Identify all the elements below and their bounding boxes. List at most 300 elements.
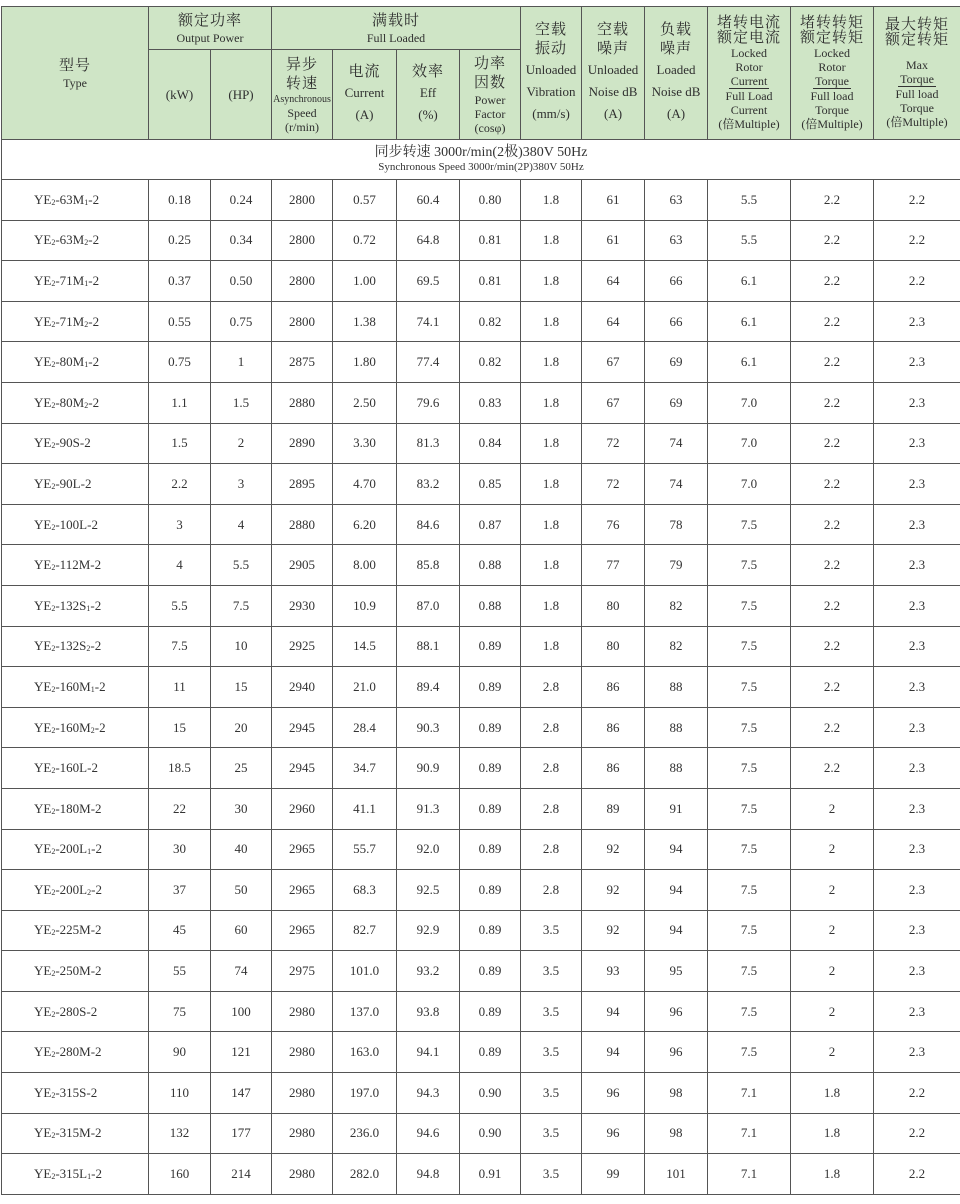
current-header: 电流 Current (A) bbox=[333, 50, 397, 140]
model-sub2: 2 bbox=[84, 401, 88, 410]
vib-cell: 1.8 bbox=[521, 464, 582, 505]
un-cell: 86 bbox=[582, 667, 645, 708]
speed-cell: 2980 bbox=[272, 1032, 333, 1073]
model-sub: 2 bbox=[51, 238, 55, 247]
vib-cell: 3.5 bbox=[521, 1032, 582, 1073]
mt-cell: 2.3 bbox=[874, 626, 960, 667]
vib-cell: 3.5 bbox=[521, 991, 582, 1032]
un-cell: 92 bbox=[582, 829, 645, 870]
model-cell bbox=[2, 870, 149, 911]
model-cell bbox=[2, 261, 149, 302]
model-sub: 2 bbox=[51, 969, 55, 978]
pf-cell: 0.81 bbox=[460, 220, 521, 261]
lrc-cell: 7.5 bbox=[708, 585, 791, 626]
lrc-cell: 7.5 bbox=[708, 829, 791, 870]
table-row bbox=[2, 423, 960, 464]
vib-cell: 1.8 bbox=[521, 301, 582, 342]
model-pre: YE bbox=[34, 882, 51, 897]
table-row bbox=[2, 1154, 960, 1195]
vib-cell: 1.8 bbox=[521, 220, 582, 261]
pf-cell: 0.83 bbox=[460, 382, 521, 423]
table-row bbox=[2, 342, 960, 383]
model-mid: -280S-2 bbox=[55, 1004, 97, 1019]
mt-cell: 2.3 bbox=[874, 667, 960, 708]
pf-cell: 0.84 bbox=[460, 423, 521, 464]
model-sub2: 2 bbox=[86, 644, 90, 653]
lrt-cell: 1.8 bbox=[791, 1073, 874, 1114]
ld-cell: 91 bbox=[645, 788, 708, 829]
full-loaded-header: 满载时 Full Loaded bbox=[272, 7, 521, 50]
pf-cell: 0.82 bbox=[460, 301, 521, 342]
lrt-cell: 2.2 bbox=[791, 423, 874, 464]
vib-cell: 2.8 bbox=[521, 748, 582, 789]
current-cell: 8.00 bbox=[333, 545, 397, 586]
mt-cell: 2.3 bbox=[874, 585, 960, 626]
eff-cell: 92.9 bbox=[397, 910, 460, 951]
lrc-cell: 7.5 bbox=[708, 545, 791, 586]
pf-cell: 0.87 bbox=[460, 504, 521, 545]
pf-cell: 0.89 bbox=[460, 829, 521, 870]
lrc-cell: 7.0 bbox=[708, 423, 791, 464]
lrt-cell: 2.2 bbox=[791, 301, 874, 342]
kw-cell: 45 bbox=[149, 910, 211, 951]
ld-cell: 101 bbox=[645, 1154, 708, 1195]
pf-cell: 0.90 bbox=[460, 1113, 521, 1154]
model-mid: -132S bbox=[55, 598, 86, 613]
section-row bbox=[2, 140, 960, 180]
current-cell: 137.0 bbox=[333, 991, 397, 1032]
model-sub2: 2 bbox=[84, 320, 88, 329]
speed-cell: 2965 bbox=[272, 829, 333, 870]
pf-cell: 0.89 bbox=[460, 748, 521, 789]
lrc-cell: 7.5 bbox=[708, 707, 791, 748]
model-pre: YE bbox=[34, 598, 51, 613]
lrc-cell: 7.1 bbox=[708, 1154, 791, 1195]
lrc-cell: 7.5 bbox=[708, 991, 791, 1032]
model-pre: YE bbox=[34, 1085, 51, 1100]
pf-cell: 0.88 bbox=[460, 545, 521, 586]
un-cell: 86 bbox=[582, 707, 645, 748]
hp-cell: 60 bbox=[211, 910, 272, 951]
table-header bbox=[2, 7, 960, 140]
vib-cell: 1.8 bbox=[521, 180, 582, 221]
lrc-cell: 7.0 bbox=[708, 464, 791, 505]
model-cell bbox=[2, 585, 149, 626]
locked-rotor-current-header: 堵转电流 额定电流 Locked Rotor Current Full Load Current (倍Multiple) bbox=[708, 7, 791, 140]
table-row bbox=[2, 180, 960, 221]
table-row bbox=[2, 1073, 960, 1114]
model-cell bbox=[2, 1154, 149, 1195]
model-pre: YE bbox=[34, 314, 51, 329]
mt-cell: 2.3 bbox=[874, 1032, 960, 1073]
kw-header: (kW) bbox=[149, 50, 211, 140]
eff-cell: 83.2 bbox=[397, 464, 460, 505]
hp-header: (HP) bbox=[211, 50, 272, 140]
model-sub: 2 bbox=[51, 1050, 55, 1059]
mt-cell: 2.3 bbox=[874, 464, 960, 505]
hp-cell: 5.5 bbox=[211, 545, 272, 586]
mt-cell: 2.3 bbox=[874, 829, 960, 870]
model-sub: 2 bbox=[51, 766, 55, 775]
ld-cell: 74 bbox=[645, 423, 708, 464]
lrt-cell: 2.2 bbox=[791, 626, 874, 667]
mt-cell: 2.2 bbox=[874, 1073, 960, 1114]
model-sub: 2 bbox=[51, 482, 55, 491]
model-cell bbox=[2, 991, 149, 1032]
ld-cell: 69 bbox=[645, 382, 708, 423]
model-sub2: 1 bbox=[84, 360, 88, 369]
model-sub2: 1 bbox=[84, 279, 88, 288]
model-mid: -112M-2 bbox=[55, 557, 101, 572]
ld-cell: 63 bbox=[645, 180, 708, 221]
model-sub: 2 bbox=[51, 1010, 55, 1019]
current-cell: 1.38 bbox=[333, 301, 397, 342]
lrt-cell: 2 bbox=[791, 788, 874, 829]
lrt-cell: 2 bbox=[791, 991, 874, 1032]
current-cell: 14.5 bbox=[333, 626, 397, 667]
eff-cell: 93.2 bbox=[397, 951, 460, 992]
model-sub: 2 bbox=[51, 198, 55, 207]
pf-cell: 0.85 bbox=[460, 464, 521, 505]
hp-cell: 10 bbox=[211, 626, 272, 667]
vib-cell: 1.8 bbox=[521, 382, 582, 423]
speed-cell: 2980 bbox=[272, 991, 333, 1032]
kw-cell: 1.5 bbox=[149, 423, 211, 464]
un-cell: 72 bbox=[582, 423, 645, 464]
lrt-cell: 2.2 bbox=[791, 748, 874, 789]
kw-cell: 132 bbox=[149, 1113, 211, 1154]
speed-cell: 2965 bbox=[272, 870, 333, 911]
eff-cell: 90.9 bbox=[397, 748, 460, 789]
hp-cell: 7.5 bbox=[211, 585, 272, 626]
ld-cell: 63 bbox=[645, 220, 708, 261]
hp-cell: 147 bbox=[211, 1073, 272, 1114]
speed-header: 异步 转速 Asynchronous Speed (r/min) bbox=[272, 50, 333, 140]
model-post: -2 bbox=[88, 232, 99, 247]
model-cell bbox=[2, 180, 149, 221]
model-cell bbox=[2, 1073, 149, 1114]
pf-cell: 0.89 bbox=[460, 870, 521, 911]
un-cell: 61 bbox=[582, 180, 645, 221]
kw-cell: 55 bbox=[149, 951, 211, 992]
lrc-cell: 7.0 bbox=[708, 382, 791, 423]
model-cell bbox=[2, 220, 149, 261]
speed-cell: 2875 bbox=[272, 342, 333, 383]
table-row bbox=[2, 667, 960, 708]
model-mid: -160L-2 bbox=[55, 760, 98, 775]
model-pre: YE bbox=[34, 1044, 51, 1059]
current-cell: 163.0 bbox=[333, 1032, 397, 1073]
speed-cell: 2905 bbox=[272, 545, 333, 586]
ld-cell: 82 bbox=[645, 626, 708, 667]
model-mid: -225M-2 bbox=[55, 922, 101, 937]
current-cell: 3.30 bbox=[333, 423, 397, 464]
model-pre: YE bbox=[34, 638, 51, 653]
ld-cell: 82 bbox=[645, 585, 708, 626]
mt-cell: 2.2 bbox=[874, 180, 960, 221]
lrc-cell: 7.5 bbox=[708, 788, 791, 829]
lrt-cell: 2.2 bbox=[791, 220, 874, 261]
kw-cell: 5.5 bbox=[149, 585, 211, 626]
vib-cell: 2.8 bbox=[521, 788, 582, 829]
ld-cell: 98 bbox=[645, 1113, 708, 1154]
model-mid: -200L bbox=[55, 841, 87, 856]
ld-cell: 88 bbox=[645, 667, 708, 708]
ld-cell: 66 bbox=[645, 261, 708, 302]
ld-cell: 94 bbox=[645, 870, 708, 911]
lrc-cell: 6.1 bbox=[708, 342, 791, 383]
mt-cell: 2.3 bbox=[874, 382, 960, 423]
eff-cell: 74.1 bbox=[397, 301, 460, 342]
ld-cell: 94 bbox=[645, 829, 708, 870]
model-pre: YE bbox=[34, 476, 51, 491]
lrc-cell: 7.5 bbox=[708, 667, 791, 708]
mt-cell: 2.2 bbox=[874, 261, 960, 302]
model-sub: 2 bbox=[51, 563, 55, 572]
model-post: -2 bbox=[91, 841, 102, 856]
pf-cell: 0.89 bbox=[460, 626, 521, 667]
un-cell: 67 bbox=[582, 382, 645, 423]
hp-cell: 1.5 bbox=[211, 382, 272, 423]
model-sub2: 2 bbox=[91, 726, 95, 735]
model-cell bbox=[2, 626, 149, 667]
mt-cell: 2.3 bbox=[874, 788, 960, 829]
un-cell: 77 bbox=[582, 545, 645, 586]
model-sub: 2 bbox=[51, 360, 55, 369]
model-cell bbox=[2, 748, 149, 789]
speed-cell: 2800 bbox=[272, 180, 333, 221]
kw-cell: 110 bbox=[149, 1073, 211, 1114]
model-sub: 2 bbox=[51, 1091, 55, 1100]
eff-cell: 94.6 bbox=[397, 1113, 460, 1154]
model-mid: -63M bbox=[55, 232, 84, 247]
eff-cell: 90.3 bbox=[397, 707, 460, 748]
hp-cell: 20 bbox=[211, 707, 272, 748]
lrc-cell: 7.5 bbox=[708, 626, 791, 667]
model-sub: 2 bbox=[51, 523, 55, 532]
kw-cell: 15 bbox=[149, 707, 211, 748]
eff-cell: 69.5 bbox=[397, 261, 460, 302]
lrc-cell: 7.5 bbox=[708, 504, 791, 545]
pf-cell: 0.89 bbox=[460, 951, 521, 992]
lrt-cell: 2.2 bbox=[791, 180, 874, 221]
model-pre: YE bbox=[34, 1166, 51, 1181]
model-sub: 2 bbox=[51, 320, 55, 329]
eff-cell: 88.1 bbox=[397, 626, 460, 667]
model-mid: -132S bbox=[55, 638, 86, 653]
lrc-cell: 6.1 bbox=[708, 261, 791, 302]
eff-cell: 92.0 bbox=[397, 829, 460, 870]
lrc-cell: 6.1 bbox=[708, 301, 791, 342]
mt-cell: 2.3 bbox=[874, 910, 960, 951]
vib-cell: 3.5 bbox=[521, 1073, 582, 1114]
table-row bbox=[2, 382, 960, 423]
model-sub2: 2 bbox=[84, 238, 88, 247]
motor-spec-table bbox=[1, 6, 960, 1195]
model-sub: 2 bbox=[51, 604, 55, 613]
model-cell bbox=[2, 707, 149, 748]
current-cell: 101.0 bbox=[333, 951, 397, 992]
speed-cell: 2960 bbox=[272, 788, 333, 829]
eff-cell: 92.5 bbox=[397, 870, 460, 911]
model-pre: YE bbox=[34, 435, 51, 450]
eff-cell: 94.3 bbox=[397, 1073, 460, 1114]
table-row bbox=[2, 991, 960, 1032]
model-post: -2 bbox=[95, 720, 106, 735]
hp-cell: 0.24 bbox=[211, 180, 272, 221]
pf-cell: 0.89 bbox=[460, 910, 521, 951]
current-cell: 55.7 bbox=[333, 829, 397, 870]
vib-cell: 1.8 bbox=[521, 342, 582, 383]
eff-cell: 60.4 bbox=[397, 180, 460, 221]
kw-cell: 75 bbox=[149, 991, 211, 1032]
power-factor-header: 功率 因数 Power Factor (cosφ) bbox=[460, 50, 521, 140]
lrc-cell: 7.5 bbox=[708, 951, 791, 992]
hp-cell: 2 bbox=[211, 423, 272, 464]
speed-cell: 2925 bbox=[272, 626, 333, 667]
ld-cell: 79 bbox=[645, 545, 708, 586]
mt-cell: 2.3 bbox=[874, 423, 960, 464]
model-sub: 2 bbox=[51, 401, 55, 410]
mt-cell: 2.2 bbox=[874, 1154, 960, 1195]
current-cell: 2.50 bbox=[333, 382, 397, 423]
kw-cell: 30 bbox=[149, 829, 211, 870]
lrt-cell: 2.2 bbox=[791, 585, 874, 626]
lrt-cell: 2.2 bbox=[791, 464, 874, 505]
hp-cell: 50 bbox=[211, 870, 272, 911]
un-cell: 94 bbox=[582, 1032, 645, 1073]
model-mid: -315M-2 bbox=[55, 1125, 101, 1140]
model-pre: YE bbox=[34, 354, 51, 369]
current-cell: 0.57 bbox=[333, 180, 397, 221]
eff-cell: 93.8 bbox=[397, 991, 460, 1032]
ld-cell: 66 bbox=[645, 301, 708, 342]
model-pre: YE bbox=[34, 841, 51, 856]
model-sub2: 1 bbox=[91, 685, 95, 694]
kw-cell: 22 bbox=[149, 788, 211, 829]
hp-cell: 121 bbox=[211, 1032, 272, 1073]
vib-cell: 2.8 bbox=[521, 707, 582, 748]
model-cell bbox=[2, 464, 149, 505]
hp-cell: 15 bbox=[211, 667, 272, 708]
model-cell bbox=[2, 382, 149, 423]
ld-cell: 94 bbox=[645, 910, 708, 951]
vib-cell: 1.8 bbox=[521, 545, 582, 586]
vib-cell: 2.8 bbox=[521, 829, 582, 870]
table-row bbox=[2, 220, 960, 261]
un-cell: 64 bbox=[582, 301, 645, 342]
lrc-cell: 7.5 bbox=[708, 1032, 791, 1073]
type-header: 型号 Type bbox=[2, 7, 149, 140]
speed-cell: 2800 bbox=[272, 301, 333, 342]
vib-cell: 3.5 bbox=[521, 1154, 582, 1195]
speed-cell: 2980 bbox=[272, 1154, 333, 1195]
speed-cell: 2965 bbox=[272, 910, 333, 951]
lrt-cell: 2.2 bbox=[791, 342, 874, 383]
lrt-cell: 2.2 bbox=[791, 382, 874, 423]
hp-cell: 25 bbox=[211, 748, 272, 789]
model-cell bbox=[2, 667, 149, 708]
table-row bbox=[2, 545, 960, 586]
current-cell: 6.20 bbox=[333, 504, 397, 545]
table-body bbox=[2, 180, 960, 1195]
vib-cell: 1.8 bbox=[521, 423, 582, 464]
vib-cell: 3.5 bbox=[521, 951, 582, 992]
lrt-cell: 2 bbox=[791, 829, 874, 870]
pf-cell: 0.81 bbox=[460, 261, 521, 302]
model-post: -2 bbox=[95, 679, 106, 694]
vib-cell: 3.5 bbox=[521, 1113, 582, 1154]
model-cell bbox=[2, 504, 149, 545]
hp-cell: 74 bbox=[211, 951, 272, 992]
eff-cell: 89.4 bbox=[397, 667, 460, 708]
pf-cell: 0.80 bbox=[460, 180, 521, 221]
model-mid: -200L bbox=[55, 882, 87, 897]
lrt-cell: 2.2 bbox=[791, 545, 874, 586]
kw-cell: 4 bbox=[149, 545, 211, 586]
model-pre: YE bbox=[34, 801, 51, 816]
eff-cell: 94.8 bbox=[397, 1154, 460, 1195]
model-sub2: 1 bbox=[87, 847, 91, 856]
vib-cell: 1.8 bbox=[521, 585, 582, 626]
speed-cell: 2880 bbox=[272, 382, 333, 423]
mt-cell: 2.2 bbox=[874, 1113, 960, 1154]
current-cell: 1.80 bbox=[333, 342, 397, 383]
pf-cell: 0.88 bbox=[460, 585, 521, 626]
mt-cell: 2.3 bbox=[874, 545, 960, 586]
current-cell: 10.9 bbox=[333, 585, 397, 626]
speed-cell: 2980 bbox=[272, 1073, 333, 1114]
model-cell bbox=[2, 829, 149, 870]
hp-cell: 214 bbox=[211, 1154, 272, 1195]
model-mid: -180M-2 bbox=[55, 801, 101, 816]
un-cell: 64 bbox=[582, 261, 645, 302]
mt-cell: 2.3 bbox=[874, 504, 960, 545]
model-sub: 2 bbox=[51, 807, 55, 816]
current-cell: 21.0 bbox=[333, 667, 397, 708]
current-cell: 282.0 bbox=[333, 1154, 397, 1195]
lrt-cell: 2.2 bbox=[791, 504, 874, 545]
output-power-header: 额定功率 Output Power bbox=[149, 7, 272, 50]
un-cell: 92 bbox=[582, 910, 645, 951]
eff-cell: 77.4 bbox=[397, 342, 460, 383]
model-sub: 2 bbox=[51, 928, 55, 937]
mt-cell: 2.3 bbox=[874, 342, 960, 383]
table-row bbox=[2, 626, 960, 667]
model-mid: -280M-2 bbox=[55, 1044, 101, 1059]
un-cell: 93 bbox=[582, 951, 645, 992]
model-pre: YE bbox=[34, 557, 51, 572]
speed-cell: 2880 bbox=[272, 504, 333, 545]
model-cell bbox=[2, 1113, 149, 1154]
mt-cell: 2.3 bbox=[874, 870, 960, 911]
section-title-en: Synchronous Speed 3000r/min(2P)380V 50Hz bbox=[2, 161, 960, 174]
model-sub2: 1 bbox=[84, 198, 88, 207]
hp-cell: 0.50 bbox=[211, 261, 272, 302]
current-cell: 41.1 bbox=[333, 788, 397, 829]
model-mid: -90S-2 bbox=[55, 435, 90, 450]
model-cell bbox=[2, 788, 149, 829]
mt-cell: 2.2 bbox=[874, 220, 960, 261]
pf-cell: 0.91 bbox=[460, 1154, 521, 1195]
kw-cell: 18.5 bbox=[149, 748, 211, 789]
vib-cell: 2.8 bbox=[521, 870, 582, 911]
un-cell: 92 bbox=[582, 870, 645, 911]
ld-cell: 96 bbox=[645, 1032, 708, 1073]
lrt-cell: 2.2 bbox=[791, 707, 874, 748]
model-post: -2 bbox=[88, 354, 99, 369]
vibration-header: 空载 振动 Unloaded Vibration (mm/s) bbox=[521, 7, 582, 140]
